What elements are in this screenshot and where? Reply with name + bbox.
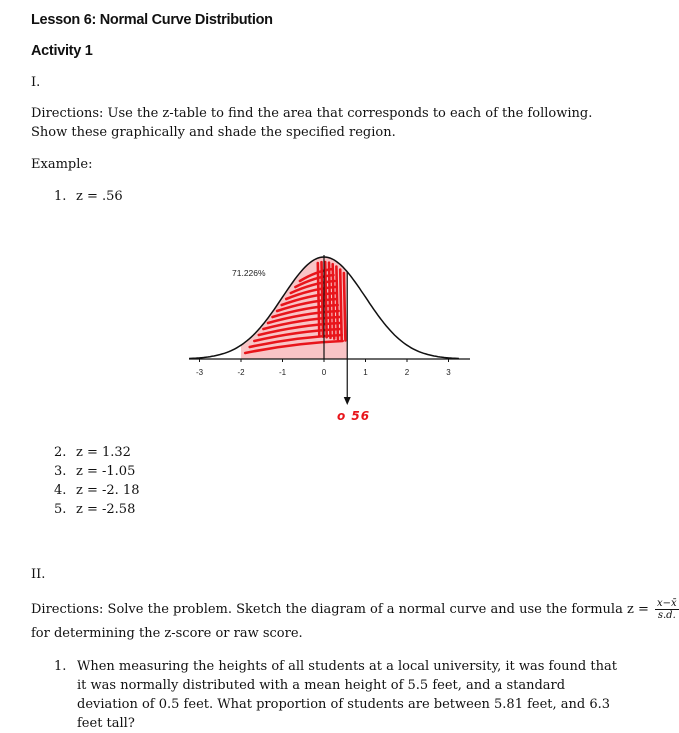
lesson-title: Lesson 6: Normal Curve Distribution [31, 12, 273, 28]
problem-number: 1. [54, 659, 67, 674]
problem-text: When measuring the heights of all students at a local university, it was found that it was normally distributed with a mean height of 5.5 feet, and a standard deviation of 0.5 feet. What proportion of students are between 5.81 feet, and 6.3 feet tall? [77, 659, 617, 731]
red-hatch-stroke [344, 273, 346, 340]
item-number: 1. [54, 189, 67, 204]
x-tick-label: 1 [363, 368, 368, 377]
part1-numeral: I. [31, 75, 41, 90]
list-item [54, 500, 135, 519]
x-tick-label: 0 [321, 368, 327, 377]
normal-curve-chart [180, 235, 480, 435]
x-tick-label: -1 [278, 368, 287, 377]
activity-title: Activity 1 [31, 43, 93, 59]
part2-directions [31, 598, 679, 621]
example-item [54, 187, 123, 206]
item-text: z = -2.58 [76, 502, 136, 517]
part2-directions-cont: for determining the z-score or raw score. [31, 626, 303, 641]
item-text: z = .56 [76, 189, 123, 204]
z-score-formula [655, 598, 679, 621]
x-tick-label: 3 [446, 368, 451, 377]
handwritten-z-value: o 56 [337, 409, 371, 423]
item-text: z = -2. 18 [76, 483, 140, 498]
formula-denominator: s.d. [657, 610, 676, 621]
part2-numeral: II. [31, 567, 46, 582]
item-number: 3. [54, 464, 67, 479]
example-label: Example: [31, 157, 93, 172]
x-tick-label: -2 [237, 368, 245, 377]
item-number: 5. [54, 502, 67, 517]
item-number: 2. [54, 445, 67, 460]
item-text: z = -1.05 [76, 464, 136, 479]
x-tick-label: -3 [195, 368, 204, 377]
z-marker-arrow [344, 397, 351, 405]
part2-directions-text: Directions: Solve the problem. Sketch the diagram of a normal curve and use the formula z = [31, 602, 649, 617]
list-item [54, 462, 135, 481]
item-text: z = 1.32 [76, 445, 131, 460]
part1-directions: Directions: Use the z-table to find the area that corresponds to each of the following. Show these graphically and shade the specified region. [31, 106, 593, 140]
formula-numerator: x−x̄ [656, 598, 677, 609]
x-tick-label: 2 [404, 368, 410, 377]
list-item [54, 443, 131, 462]
percent-annotation: 71.226% [232, 268, 266, 278]
item-number: 4. [54, 483, 67, 498]
list-item [54, 481, 139, 500]
